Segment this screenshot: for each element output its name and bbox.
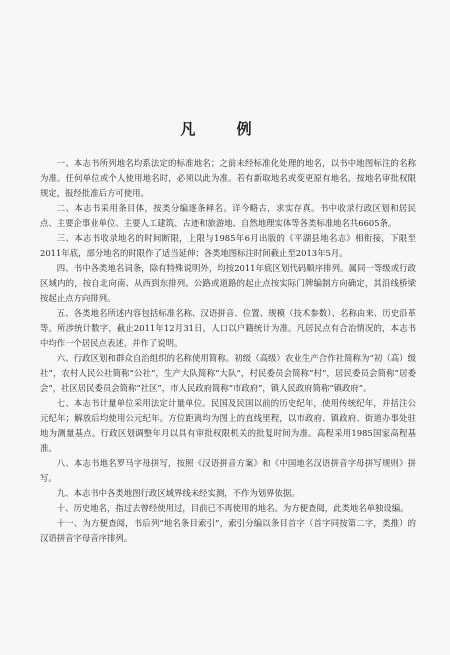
paragraph-11: 十一、为方便查阅，书后列“地名条目索引”，索引分编以条目首字（首字同按第二字，类推）的汉语拼音字母音序排列。 [40,518,416,543]
paragraph-8: 八、本志书地名罗马字母拼写，按照《汉语拼音方案》和《中国地名汉语拼音字母拼写规则》拼写。 [40,458,416,483]
paragraph-2: 二、本志书采用条目体，按类分编逐条释名。详今略古，求实存真。书中收录行政区划和居民点、主要企事业单位、主要人工建筑、古迹和旅游地、自然地理实体等各类标准地名共6605条。 [40,203,416,228]
paragraph-9: 九、本志书中各类地图行政区域界线未经实测，不作为划界依据。 [56,488,300,498]
paragraph-3: 三、本志书收录地名的时间断限，上限与1985年6月出版的《平湖县地名志》相衔接，下限至2011年底，部分地名的时限作了适当延伸；各类地图标注时间截止至2013年5月。 [40,233,416,258]
paragraph-5: 五、各类地名所述内容包括标准名称、汉语拼音、位置、规模（技术参数）、名称由来、历史沿革等。所涉统计数字，截止2011年12月31日，人口以户籍统计为准。凡居民点有合治情况的，本志书中均作一个居民点表述，并作了说明。 [40,308,416,348]
paragraph-10: 十、历史地名，指过去曾经使用过，目前已不再使用的地名。为方便查阅，此类地名单独设编。 [56,503,409,513]
paragraph-7: 七、本志书计量单位采用法定计量单位。民国及民国以前的历史纪年，使用传统纪年，并括注公元纪年；解放后均使用公元纪年。方位距离均为图上的直线里程，以市政府、镇政府、街道办事处驻地为测量基点。行政区划调整年月以具有审批权限机关的批复时间为准。高程采用1985国家高程基准。 [40,398,416,453]
paragraph-1: 一、本志书所列地名均系法定的标准地名；之前未经标准化处理的地名，以书中地图标注的名称为准。任何单位或个人使用地名时，必须以此为准。若有新取地名或变更原有地名，按地名审批权限规定，报经批准后方可使用。 [40,158,416,198]
body-text [40,156,416,546]
page-title: 凡 例 [180,120,270,138]
paragraph-4: 四、书中各类地名词条，除有特殊说明外，均按2011年底区划代码顺序排列。属同一等级或行政区域内的，按自北向南、从西到东排列。公路或道路的起止点按实际门牌编制方向确定，其沿线桥梁按起止点方向排列。 [40,263,416,303]
paragraph-6: 六、行政区划和群众自治组织的名称使用简称。初级（高级）农业生产合作社简称为“初（高）级社”，农村人民公社简称“公社”，生产大队简称“大队”，村民委员会简称“村”，居民委员会简称“居委会”，社区居民委员会简称“社区”，市人民政府简称“市政府”，镇人民政府简称“镇政府”。 [40,353,416,393]
